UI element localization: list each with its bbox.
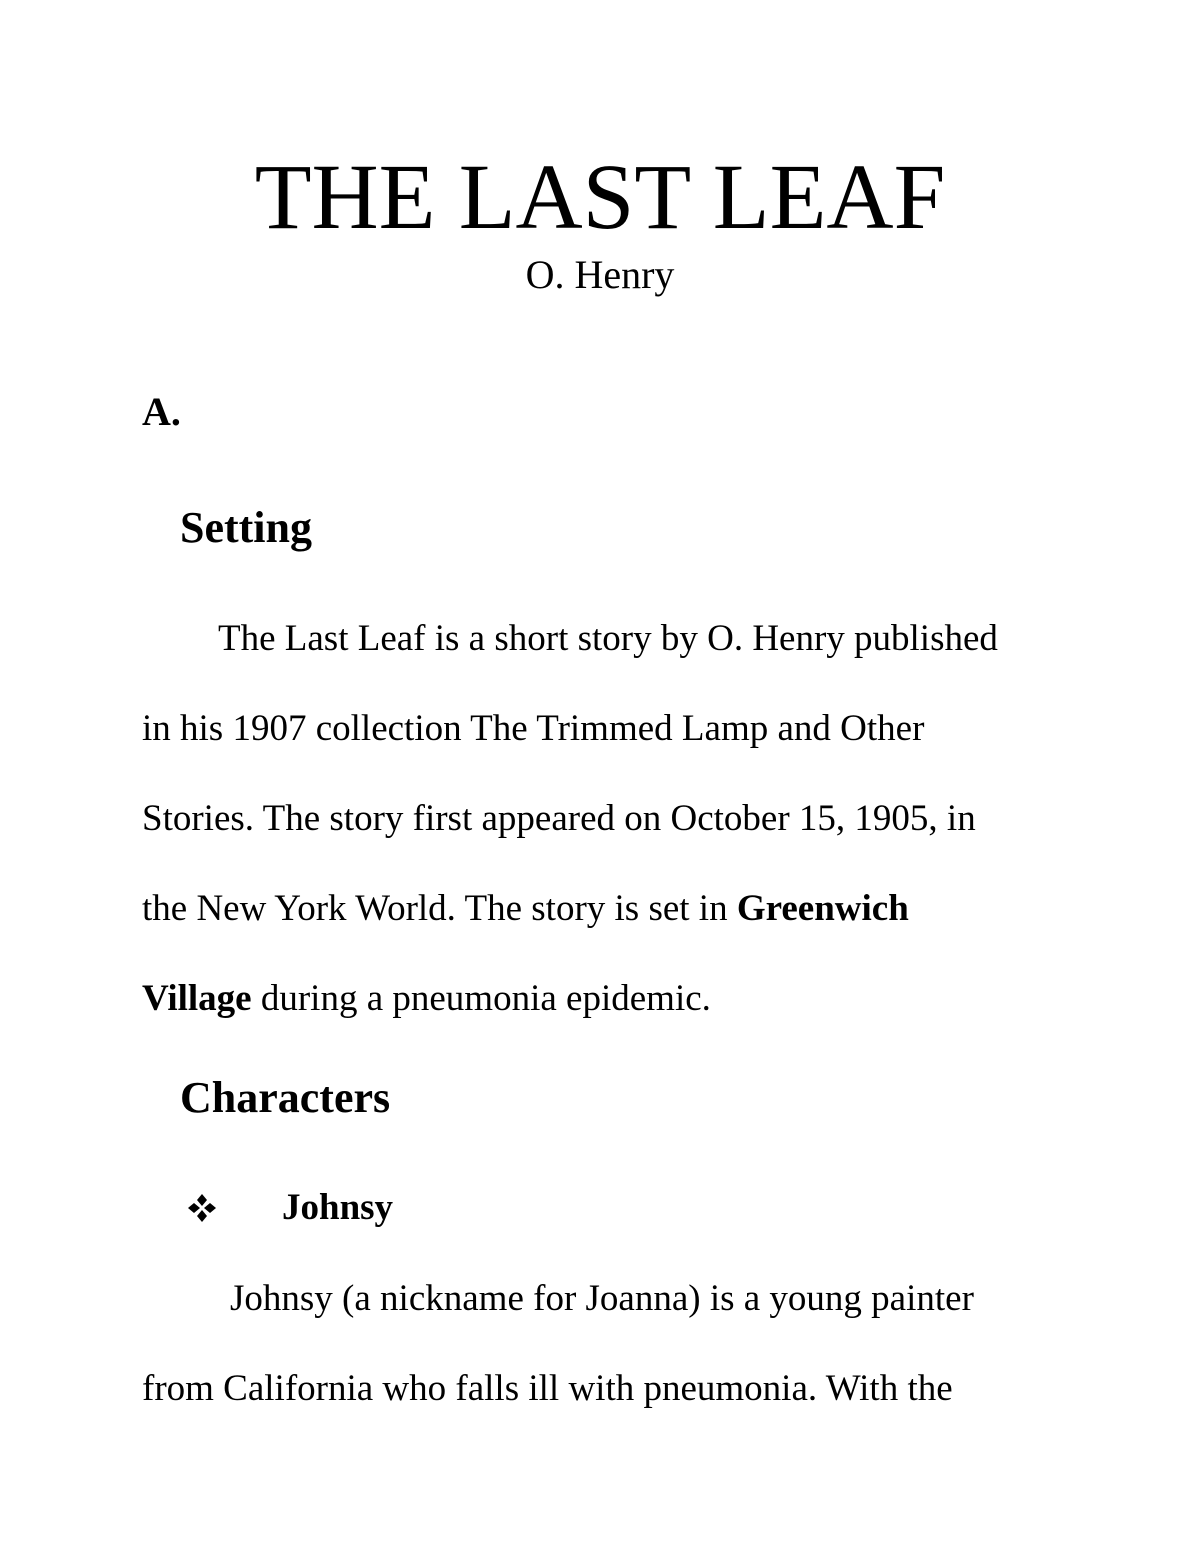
- paragraph-text: during a pneumonia epidemic.: [251, 978, 711, 1019]
- section-marker: A.: [142, 389, 181, 434]
- paragraph-text: the New York World. The story is set in: [142, 888, 737, 929]
- document-author: O. Henry: [525, 252, 675, 297]
- paragraph-line: [142, 977, 1062, 1021]
- paragraph-line: Johnsy (a nickname for Joanna) is a young painter: [230, 1278, 974, 1319]
- setting-heading: Setting: [180, 503, 312, 552]
- bold-place-name: Greenwich: [736, 888, 909, 929]
- character-list-item: [186, 1184, 786, 1232]
- paragraph-line: [142, 887, 1062, 931]
- paragraph-line: The Last Leaf is a short story by O. Henry published: [218, 618, 998, 659]
- paragraph-line: in his 1907 collection The Trimmed Lamp and Other: [142, 708, 925, 749]
- paragraph-line: from California who falls ill with pneumonia. With the: [142, 1368, 953, 1409]
- character-name: Johnsy: [282, 1187, 394, 1228]
- document-title: THE LAST LEAF: [254, 146, 946, 249]
- bold-place-name: Village: [142, 978, 252, 1019]
- paragraph-line: Stories. The story first appeared on October 15, 1905, in: [142, 798, 976, 839]
- four-diamond-bullet-icon: [186, 1192, 218, 1224]
- characters-heading: Characters: [180, 1073, 391, 1122]
